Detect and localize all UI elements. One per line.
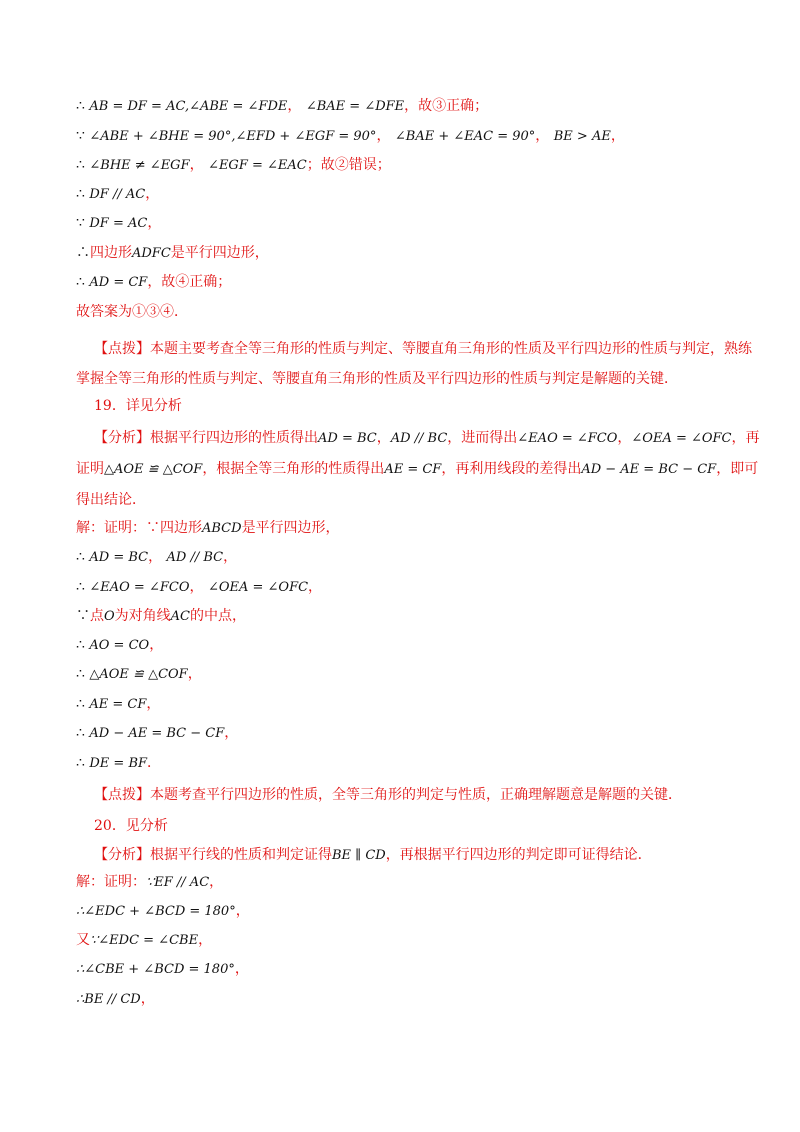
therefore-symbol: ∴ <box>76 98 85 114</box>
math-expression: AD − AE = BC − CF <box>89 726 225 741</box>
math-expression: ∴∠EDC + ∠BCD = 180° <box>76 904 236 919</box>
text: ， <box>535 128 550 144</box>
text: ， <box>209 874 224 890</box>
text: ，故④正确； <box>147 274 232 290</box>
math-expression: BE > AE <box>553 129 611 144</box>
math-expression: ∠EGF = ∠EAC <box>208 158 307 173</box>
text: ， <box>617 430 632 446</box>
q19-analysis <box>76 423 760 516</box>
because-symbol: ∵ <box>76 215 85 231</box>
math-expression: AD = BC <box>318 431 377 446</box>
math-expression: ∠EAO = ∠FCO <box>517 431 618 446</box>
text: 为对角线 <box>114 608 171 624</box>
text: ，根据全等三角形的性质得出 <box>202 461 385 477</box>
therefore-symbol: ∴ <box>76 666 85 682</box>
math-expression: ∵∠EDC = ∠CBE <box>90 933 199 948</box>
q19-solution-1 <box>76 518 760 539</box>
q19-solution-4 <box>76 606 760 627</box>
because-symbol: ∵ <box>76 608 90 624</box>
text: 又 <box>76 932 90 948</box>
q18-answer <box>76 302 760 322</box>
math-expression: AO = CO <box>89 638 150 653</box>
because-symbol: ∵ <box>76 128 85 144</box>
q20-heading <box>94 816 760 836</box>
math-expression: AC <box>170 609 191 624</box>
text: ． <box>147 755 162 771</box>
q18-line-5 <box>76 213 760 234</box>
therefore-symbol: ∴ <box>76 579 85 595</box>
math-expression: ∵EF // AC <box>146 875 210 890</box>
q19-heading <box>94 396 760 416</box>
q20-solution-2 <box>76 901 760 922</box>
text: ， <box>224 725 239 741</box>
q18-line-7 <box>76 272 760 293</box>
q18-line-3 <box>76 155 760 176</box>
text: ，再利用线段的差得出 <box>441 461 582 477</box>
math-expression: AD = BC <box>89 550 149 565</box>
text: ， <box>223 549 238 565</box>
math-expression: BE ∥ CD <box>332 848 386 863</box>
math-expression: ∠BHE ≠ ∠EGF <box>89 158 190 173</box>
math-expression: ∠OEA = ∠OFC <box>207 580 309 595</box>
text: ；故②错误； <box>306 157 391 173</box>
math-expression: ∴∠CBE + ∠BCD = 180° <box>76 962 235 977</box>
q20-solution-4 <box>76 959 760 980</box>
text: ， <box>235 903 250 919</box>
text: ， <box>147 215 162 231</box>
math-expression: O <box>104 609 115 624</box>
math-expression: ∠BAE + ∠EAC = 90° <box>394 129 536 144</box>
therefore-symbol: ∴ <box>76 637 85 653</box>
therefore-symbol: ∴ <box>76 157 85 173</box>
text: ，即可得出结论． <box>76 461 759 508</box>
math-expression: DE = BF <box>89 756 148 771</box>
q18-line-4 <box>76 184 760 205</box>
q19-tip <box>94 785 760 805</box>
question-heading: 19．详见分析 <box>94 398 182 414</box>
text: ， <box>376 430 391 446</box>
therefore-symbol: ∴ <box>76 186 85 202</box>
q20-solution-3 <box>76 930 760 951</box>
q19-solution-5 <box>76 635 760 656</box>
tip-text: 【点拨】本题主要考查全等三角形的性质与判定、等腰直角三角形的性质及平行四边形的性质与判定，熟练掌握全等三角形的性质与判定、等腰直角三角形的性质及平行四边形的性质与判定是解题的关键． <box>76 341 752 387</box>
text: 【分析】根据平行线的性质和判定证得 <box>94 847 332 863</box>
math-expression: ∠BAE = ∠DFE <box>305 99 405 114</box>
therefore-symbol: ∴ <box>76 549 85 565</box>
text: ，故③正确； <box>404 98 489 114</box>
therefore-symbol: ∴ <box>76 696 85 712</box>
text: ， <box>287 98 302 114</box>
therefore-symbol: ∴ <box>76 725 85 741</box>
math-expression: AE = CF <box>89 697 147 712</box>
math-expression: ∠EAO = ∠FCO <box>89 580 190 595</box>
text: 是平行四边形， <box>170 245 269 261</box>
text: ，进而得出 <box>447 430 518 446</box>
text: 解：证明： <box>76 874 146 890</box>
q19-solution-9 <box>76 753 760 774</box>
text: ， <box>146 696 161 712</box>
text: ， <box>189 157 204 173</box>
text: 点 <box>90 608 104 624</box>
text: ， <box>308 579 323 595</box>
q18-tip <box>76 334 760 394</box>
text: ， <box>198 932 213 948</box>
text: ， <box>610 128 625 144</box>
text: ， <box>234 961 249 977</box>
q20-solution-5 <box>76 989 760 1010</box>
question-heading: 20．见分析 <box>94 818 168 834</box>
text: 四边形 <box>90 245 132 261</box>
q19-solution-6 <box>76 664 760 685</box>
text: ， <box>187 666 202 682</box>
text: ， <box>145 186 160 202</box>
q19-solution-3 <box>76 577 760 598</box>
therefore-symbol: ∴ <box>76 245 90 261</box>
answer-text: 故答案为①③④． <box>76 304 188 320</box>
q20-solution-1 <box>76 872 760 893</box>
math-expression: △AOE ≌ △COF <box>89 667 188 682</box>
q19-solution-7 <box>76 694 760 715</box>
text: 是平行四边形， <box>241 520 340 536</box>
therefore-symbol: ∴ <box>76 755 85 771</box>
math-expression: AE = CF <box>384 462 442 477</box>
text: ， <box>149 637 164 653</box>
math-expression: AD // BC <box>166 550 224 565</box>
math-expression: △AOE ≌ △COF <box>104 462 203 477</box>
text: 【分析】根据平行四边形的性质得出 <box>94 430 318 446</box>
math-expression: AD − AE = BC − CF <box>581 462 717 477</box>
text: ， <box>148 549 163 565</box>
q20-analysis <box>94 845 760 866</box>
text: 解：证明：∵四边形 <box>76 520 202 536</box>
math-expression: ∠ABE + ∠BHE = 90°,∠EFD + ∠EGF = 90° <box>89 129 377 144</box>
q18-line-6 <box>76 243 760 264</box>
q18-line-2 <box>76 126 760 147</box>
q18-line-1 <box>76 96 760 117</box>
text: ， <box>376 128 391 144</box>
therefore-symbol: ∴ <box>76 274 85 290</box>
math-expression: AD // BC <box>390 431 448 446</box>
q19-solution-2 <box>76 547 760 568</box>
math-expression: ABCD <box>202 521 242 536</box>
math-expression: AD = CF <box>89 275 148 290</box>
text: ， <box>189 579 204 595</box>
math-expression: DF // AC <box>89 187 146 202</box>
text: ，再根据平行四边形的判定即可证得结论． <box>385 847 652 863</box>
q19-solution-8 <box>76 723 760 744</box>
text: ， <box>140 991 155 1007</box>
math-expression: ∠OEA = ∠OFC <box>631 431 732 446</box>
math-expression: AB = DF = AC,∠ABE = ∠FDE <box>89 99 288 114</box>
math-expression: ∴BE // CD <box>76 992 141 1007</box>
math-expression: ADFC <box>132 246 171 261</box>
tip-text: 【点拨】本题考查平行四边形的性质，全等三角形的判定与性质，正确理解题意是解题的关键． <box>94 787 682 803</box>
math-expression: DF = AC <box>89 216 148 231</box>
text: ，再证明 <box>76 430 760 477</box>
text: 的中点， <box>190 608 247 624</box>
